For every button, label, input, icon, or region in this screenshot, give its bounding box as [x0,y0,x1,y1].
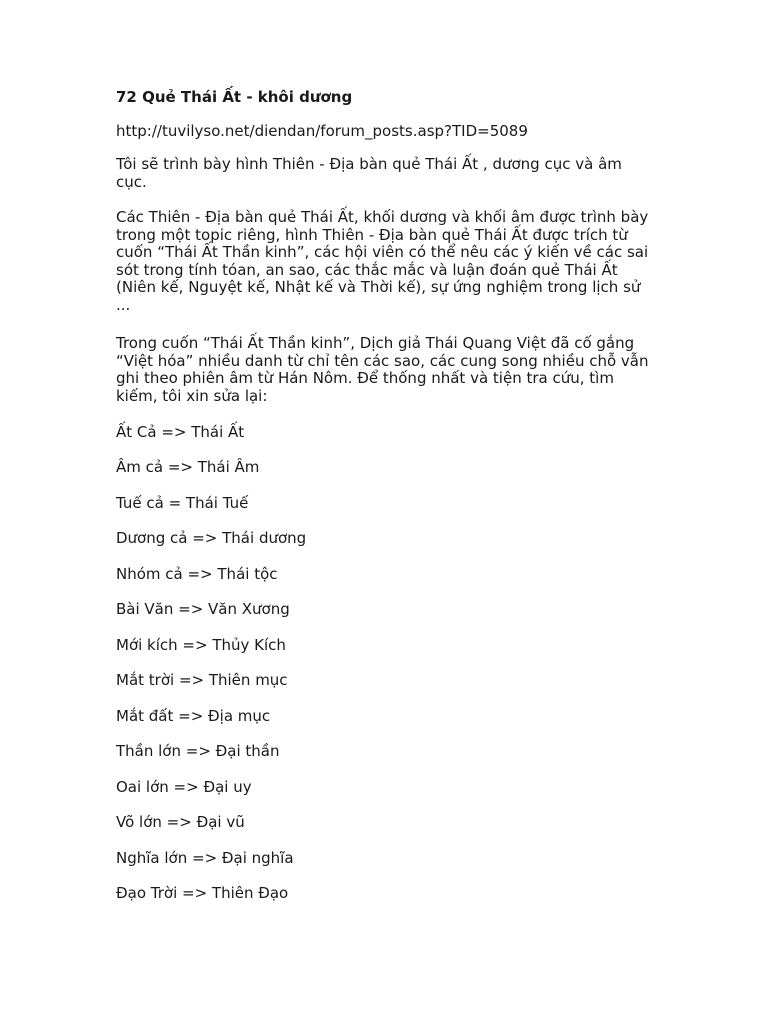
mapping-line: Võ lớn => Đại vũ [116,813,245,831]
mapping-line: Bài Văn => Văn Xương [116,600,290,618]
mapping-line: Mới kích => Thủy Kích [116,636,286,654]
mapping-line: Thần lớn => Đại thần [116,742,280,760]
mapping-line: Oai lớn => Đại uy [116,778,252,796]
mapping-line: Tuế cả = Thái Tuế [116,494,249,512]
translation-note-paragraph: Trong cuốn “Thái Ất Thần kinh”, Dịch giả Thái Quang Việt đã cố gắng “Việt hóa” nhiều danh từ chỉ tên các sao, các cung song nhiều chỗ vẫn ghi theo phiên âm từ Hán Nôm. Để thống nhất và tiện tra cứu, tìm kiếm, tôi xin sửa lại: [116,334,649,405]
mapping-line: Mắt trời => Thiên mục [116,671,288,689]
mapping-line: Ất Cả => Thái Ất [116,423,245,441]
intro-paragraph: Tôi sẽ trình bày hình Thiên - Địa bàn quẻ Thái Ất , dương cục và âm cục. [116,155,622,191]
document-title: 72 Quẻ Thái Ất - khôi dương [116,88,353,106]
mapping-line: Nghĩa lớn => Đại nghĩa [116,849,294,867]
mapping-line: Dương cả => Thái dương [116,529,307,547]
mapping-line: Đạo Trời => Thiên Đạo [116,884,289,902]
mapping-line: Âm cả => Thái Âm [116,458,260,476]
mapping-line: Nhóm cả => Thái tộc [116,565,278,583]
mapping-line: Mắt đất => Địa mục [116,707,271,725]
description-paragraph: Các Thiên - Địa bàn quẻ Thái Ất, khối dương và khối âm được trình bày trong một topic riêng, hình Thiên - Địa bàn quẻ Thái Ất được trích từ cuốn “Thái Ất Thần kinh”, các hội viên có thể nêu các ý kiến về các sai sót trong tính tóan, an sao, các thắc mắc và luận đoán quẻ Thái Ất (Niên kế, Nguyệt kế, Nhật kế và Thời kế), sự ứng nghiệm trong lịch sử ... [116,208,649,314]
source-url: http://tuvilyso.net/diendan/forum_posts.asp?TID=5089 [116,122,528,140]
